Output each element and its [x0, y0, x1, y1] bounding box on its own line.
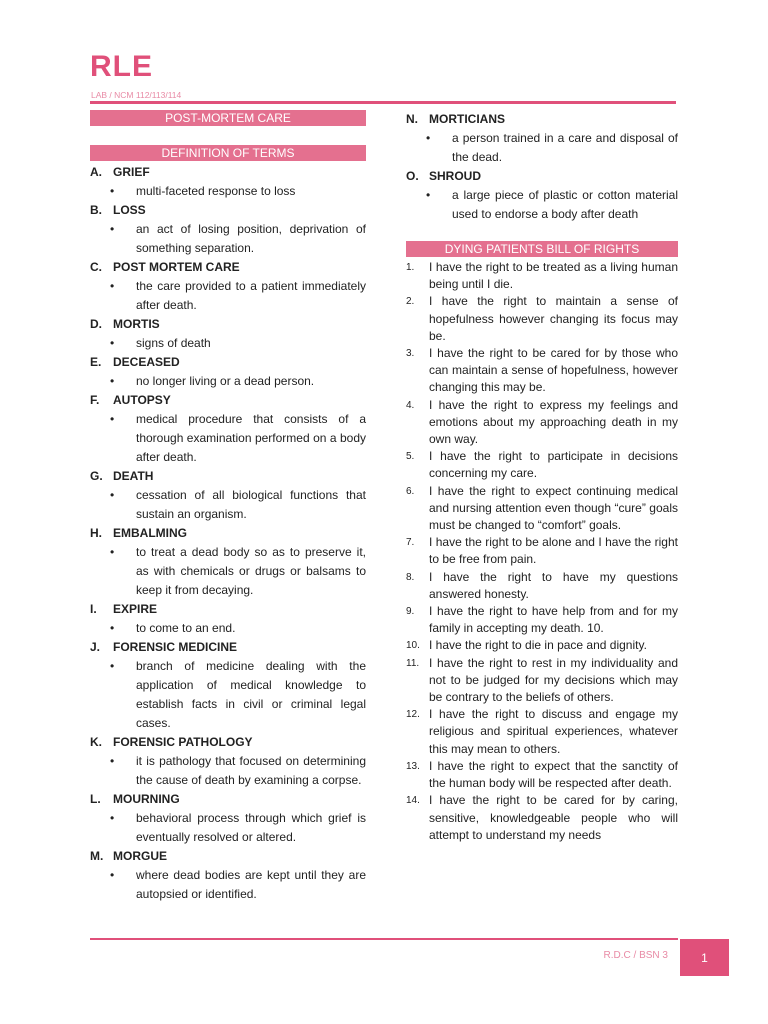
- right-item: [406, 655, 678, 707]
- right-number: 4.: [406, 399, 415, 411]
- bullet-icon: •: [110, 488, 115, 502]
- term-letter: A.: [90, 165, 102, 179]
- term-name: FORENSIC MEDICINE: [113, 640, 238, 654]
- right-text: I have the right to die in pace and dignity.: [429, 638, 647, 653]
- term-letter: C.: [90, 260, 102, 274]
- right-item: [406, 758, 678, 792]
- right-text: I have the right to be treated as a living human being until I die.: [429, 260, 678, 292]
- definition-text: signs of death: [136, 336, 211, 350]
- definition-text: cessation of all biological functions that sustain an organism.: [136, 488, 366, 521]
- definition-text: it is pathology that focused on determining the cause of death by examining a corpse.: [136, 754, 366, 787]
- right-text: I have the right to rest in my individuality and not to be judged for my decisions which may be contrary to the beliefs of others.: [429, 655, 678, 705]
- term-definition: [90, 220, 366, 258]
- term-letter: O.: [406, 169, 419, 183]
- term-definition: [90, 543, 366, 600]
- right-text: I have the right to be cared for by those who can maintain a sense of hopefulness, however changing this may be.: [429, 346, 678, 395]
- bullet-icon: •: [110, 754, 115, 768]
- left-terms-list: [90, 163, 366, 904]
- right-number: 5.: [406, 451, 415, 463]
- bullet-icon: •: [110, 868, 115, 882]
- document-title: RLE: [90, 50, 153, 83]
- right-column: [406, 110, 678, 844]
- term-heading: [90, 733, 366, 752]
- term-letter: N.: [406, 112, 418, 126]
- section-title-bar: POST-MORTEM CARE: [90, 110, 366, 126]
- term-definition: [90, 809, 366, 847]
- definition-text: a large piece of plastic or cotton material used to endorse a body after death: [452, 188, 678, 221]
- right-item: [406, 293, 678, 345]
- right-number: 1.: [406, 262, 415, 273]
- bullet-icon: •: [110, 279, 115, 293]
- right-text: I have the right to expect continuing medical and nursing attention even though “cure” goals must be changed to “comfort” goals.: [429, 483, 678, 533]
- right-number: 6.: [406, 485, 415, 497]
- right-item: [406, 483, 678, 535]
- term-letter: H.: [90, 526, 102, 540]
- term-letter: F.: [90, 393, 100, 407]
- definition-text: a person trained in a care and disposal of the dead.: [452, 131, 678, 164]
- right-text: I have the right to participate in decisions concerning my care.: [429, 449, 678, 481]
- term-definition: [90, 866, 366, 904]
- bullet-icon: •: [110, 621, 115, 635]
- definition-text: to come to an end.: [136, 621, 236, 635]
- right-number: 3.: [406, 348, 415, 360]
- right-item: [406, 534, 678, 568]
- definition-text: branch of medicine dealing with the application of medical knowledge to establish facts in civil or criminal legal cases.: [136, 659, 366, 730]
- term-letter: I.: [90, 602, 97, 616]
- right-number: 7.: [406, 537, 415, 549]
- term-name: POST MORTEM CARE: [113, 260, 240, 274]
- rights-list: [406, 259, 678, 844]
- term-letter: M.: [90, 849, 104, 863]
- definition-text: no longer living or a dead person.: [136, 374, 315, 388]
- term-heading: [90, 258, 366, 277]
- term-heading: [406, 110, 678, 129]
- term-definition: [90, 619, 366, 638]
- term-heading: [90, 467, 366, 486]
- bullet-icon: •: [110, 545, 115, 559]
- footer-author: R.D.C / BSN 3: [603, 950, 668, 961]
- term-heading: [90, 315, 366, 334]
- right-item: [406, 259, 678, 293]
- header-divider: [90, 101, 676, 104]
- term-definition: [90, 182, 366, 201]
- term-heading: [90, 524, 366, 543]
- term-heading: [90, 353, 366, 372]
- term-definition: [90, 657, 366, 733]
- right-number: 9.: [406, 606, 415, 618]
- right-text: I have the right to discuss and engage my religious and spiritual experiences, whatever this may mean to others.: [429, 707, 678, 756]
- term-definition: [406, 186, 678, 224]
- rights-title-bar: DYING PATIENTS BILL OF RIGHTS: [406, 241, 678, 257]
- bullet-icon: •: [426, 131, 431, 145]
- term-letter: D.: [90, 317, 102, 331]
- term-letter: J.: [90, 640, 101, 654]
- term-heading: [90, 847, 366, 866]
- term-heading: [90, 391, 366, 410]
- right-terms-list: [406, 110, 678, 224]
- bullet-icon: •: [426, 188, 431, 202]
- right-number: 14.: [406, 795, 420, 807]
- right-item: [406, 637, 678, 654]
- right-number: 2.: [406, 296, 415, 308]
- right-text: I have the right to have help from and for my family in accepting my death. 10.: [429, 604, 678, 636]
- term-heading: [90, 163, 366, 182]
- term-definition: [90, 277, 366, 315]
- right-number: 11.: [406, 657, 420, 669]
- right-item: [406, 569, 678, 603]
- term-heading: [90, 790, 366, 809]
- term-name: MOURNING: [113, 792, 180, 806]
- footer-divider: [90, 938, 678, 940]
- definition-text: to treat a dead body so as to preserve it, as with chemicals or drugs or balsams to keep it from decaying.: [136, 545, 366, 597]
- term-heading: [90, 600, 366, 619]
- bullet-icon: •: [110, 336, 115, 350]
- right-number: 13.: [406, 760, 420, 772]
- left-column: [90, 110, 366, 904]
- term-name: DECEASED: [113, 355, 180, 369]
- term-letter: K.: [90, 735, 102, 749]
- definition-text: medical procedure that consists of a thorough examination performed on a body after death.: [136, 412, 366, 464]
- right-item: [406, 603, 678, 637]
- right-text: I have the right to have my questions answered honesty.: [429, 569, 678, 601]
- right-item: [406, 706, 678, 758]
- term-definition: [90, 372, 366, 391]
- term-definition: [90, 752, 366, 790]
- document-subtitle: LAB / NCM 112/113/114: [91, 90, 182, 100]
- right-item: [406, 448, 678, 482]
- term-name: FORENSIC PATHOLOGY: [113, 735, 253, 749]
- term-letter: E.: [90, 355, 102, 369]
- right-number: 10.: [406, 640, 420, 652]
- terms-title-bar: DEFINITION OF TERMS: [90, 145, 366, 161]
- right-number: 12.: [406, 709, 420, 721]
- bullet-icon: •: [110, 374, 115, 388]
- term-heading: [90, 201, 366, 220]
- term-letter: B.: [90, 203, 102, 217]
- definition-text: where dead bodies are kept until they are autopsied or identified.: [136, 868, 366, 901]
- bullet-icon: •: [110, 811, 115, 825]
- term-letter: G.: [90, 469, 103, 483]
- right-text: I have the right to expect that the sanctity of the human body will be respected after death.: [429, 758, 678, 791]
- bullet-icon: •: [110, 412, 115, 426]
- right-text: I have the right to maintain a sense of hopefulness however changing its focus may be.: [429, 294, 678, 343]
- right-item: [406, 345, 678, 397]
- right-item: [406, 792, 678, 844]
- term-name: AUTOPSY: [113, 393, 171, 407]
- term-name: MORGUE: [113, 849, 167, 863]
- term-name: MORTICIANS: [429, 112, 505, 126]
- term-name: SHROUD: [429, 169, 482, 183]
- definition-text: an act of losing position, deprivation of something separation.: [136, 222, 366, 255]
- right-text: I have the right to express my feelings and emotions about my approaching death in my own way.: [429, 397, 678, 447]
- term-name: EMBALMING: [113, 526, 187, 540]
- term-letter: L.: [90, 792, 101, 806]
- term-name: DEATH: [113, 469, 154, 483]
- term-definition: [90, 486, 366, 524]
- page-number: 1: [680, 939, 729, 976]
- term-heading: [90, 638, 366, 657]
- definition-text: the care provided to a patient immediately after death.: [136, 279, 366, 312]
- right-item: [406, 397, 678, 449]
- right-text: I have the right to be cared for by caring, sensitive, knowledgeable people who will attempt to understand my needs: [429, 793, 678, 842]
- term-definition: [406, 129, 678, 167]
- definition-text: multi-faceted response to loss: [136, 184, 296, 198]
- right-number: 8.: [406, 571, 415, 583]
- term-name: MORTIS: [113, 317, 160, 331]
- bullet-icon: •: [110, 222, 115, 236]
- definition-text: behavioral process through which grief is eventually resolved or altered.: [136, 811, 366, 844]
- right-text: I have the right to be alone and I have the right to be free from pain.: [429, 535, 678, 567]
- term-name: LOSS: [113, 203, 146, 217]
- bullet-icon: •: [110, 659, 115, 673]
- term-definition: [90, 334, 366, 353]
- term-definition: [90, 410, 366, 467]
- term-heading: [406, 167, 678, 186]
- term-name: GRIEF: [113, 165, 150, 179]
- term-name: EXPIRE: [113, 602, 158, 616]
- bullet-icon: •: [110, 184, 115, 198]
